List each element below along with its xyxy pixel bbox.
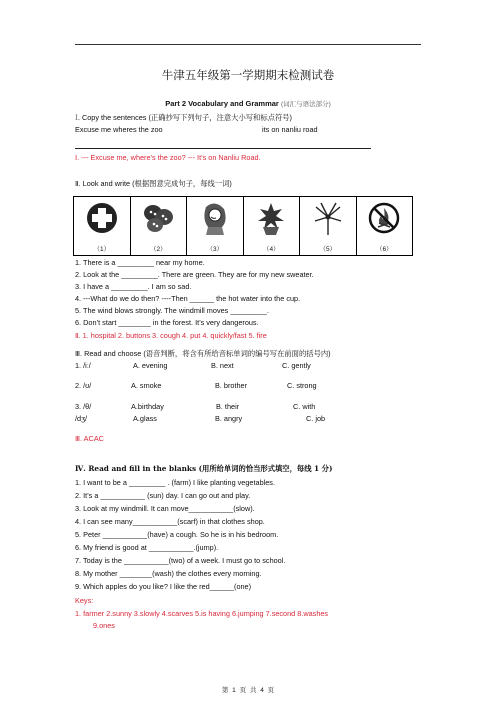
section4-item-4: 4. I can see many___________(scarf) in that clothes shop. <box>75 517 265 526</box>
picture-5: （5） <box>300 197 357 255</box>
section2-item-2: 2. Look at the _________. There are green. They are for my new sweater. <box>75 270 314 279</box>
page-total: 4 <box>260 687 264 694</box>
part-subtitle <box>0 99 496 108</box>
section1-roman: Ⅰ <box>75 113 78 122</box>
section3-heading: Ⅲ. Read and choose (语音判断，将含有所给音标单词的编号写在前面的括号内) <box>75 349 331 358</box>
section3-row-2: 2. /ʊ/ A. smoke B. brother C. strong <box>75 381 317 390</box>
page-number: 1 <box>232 687 236 694</box>
section4-item-9: 9. Which apples do you like? I like the red______(one) <box>75 582 252 591</box>
windmill-icon <box>311 201 345 237</box>
section4-item-3: 3. Look at my windmill. It can move___________(slow). <box>75 504 255 513</box>
section4-item-7: 7. Today is the ___________(two) of a week. I must go to school. <box>75 556 286 565</box>
section1-answer: Ⅰ. --- Excuse me, where’s the zoo? --- It’s on Nanliu Road. <box>75 153 261 162</box>
picture-strip <box>73 196 413 256</box>
section3-row-3: 3. /θ/ A.birthday B. their C. with <box>75 402 316 411</box>
section2-heading: Ⅱ. Look and write (根据图意完成句子，每线一词) <box>75 179 232 188</box>
section3-answer: Ⅲ. ACAC <box>75 434 104 443</box>
hospital-cross-icon <box>85 201 119 235</box>
section1-prompt: Excuse me wheres the zoo its on nanliu road <box>75 125 318 134</box>
section2-item-4: 4. ---What do we do then? ----Then ______ the hot water into the cup. <box>75 294 301 303</box>
section1-heading: Ⅰ. Copy the sentences (正确抄写下列句子，注意大小写和标点符号) <box>75 113 292 122</box>
header-rule <box>75 44 421 45</box>
no-fire-icon <box>367 201 401 235</box>
plant-pot-icon <box>254 201 288 237</box>
keys-label: Keys: <box>75 596 94 605</box>
section4-item-8: 8. My mother ________(wash) the clothes every morning. <box>75 569 262 578</box>
picture-3: （3） <box>187 197 244 255</box>
subtitle-note: (词汇与语法部分) <box>280 101 331 108</box>
section3-row-4: /dʒ/ A.glass B. angry C. job <box>75 414 326 423</box>
picture-4: （4） <box>244 197 301 255</box>
section4-item-1: 1. I want to be a _________ . (farm) I like planting vegetables. <box>75 478 275 487</box>
section2-item-3: 3. I have a _________. I am so sad. <box>75 282 192 291</box>
keys-line-1: 1. farmer 2.sunny 3.slowly 4.scarves 5.is having 6.jumping 7.second 8.washes <box>75 609 329 618</box>
section4-item-5: 5. Peter ___________(have) a cough. So he is in his bedroom. <box>75 530 279 539</box>
page-title: 牛津五年级第一学期期末检测试卷 <box>161 68 335 82</box>
answer-writing-line <box>75 148 371 149</box>
coughing-girl-icon <box>198 201 232 237</box>
section2-item-1: 1. There is a _________ near my home. <box>75 258 205 267</box>
picture-6: （6） <box>357 197 413 255</box>
section4-item-2: 2. It’s a ___________ (sun) day. I can go out and play. <box>75 491 251 500</box>
section4-item-6: 6. My friend is good at ___________.(jump). <box>75 543 219 552</box>
subtitle-main: Part 2 Vocabulary and Grammar <box>165 99 279 108</box>
buttons-icon <box>141 201 175 235</box>
section4-heading: Ⅳ. Read and fill in the blanks (用所给单词的恰当形式填空，每线 1 分) <box>75 464 333 473</box>
section3-row-1: 1. /iː/ A. evening B. next C. gently <box>75 361 311 370</box>
picture-2: （2） <box>131 197 188 255</box>
section2-item-5: 5. The wind blows strongly. The windmill moves _________. <box>75 306 269 315</box>
keys-line-2: 9.ones <box>93 621 115 630</box>
page-footer: 第 1 页 共 4 页 <box>221 687 275 694</box>
section2-item-6: 6. Don’t start ________ in the forest. It’s very dangerous. <box>75 318 259 327</box>
section2-answer: Ⅱ. 1. hospital 2. buttons 3. cough 4. put 4. quickly/fast 5. fire <box>75 331 267 340</box>
picture-1: （1） <box>74 197 131 255</box>
